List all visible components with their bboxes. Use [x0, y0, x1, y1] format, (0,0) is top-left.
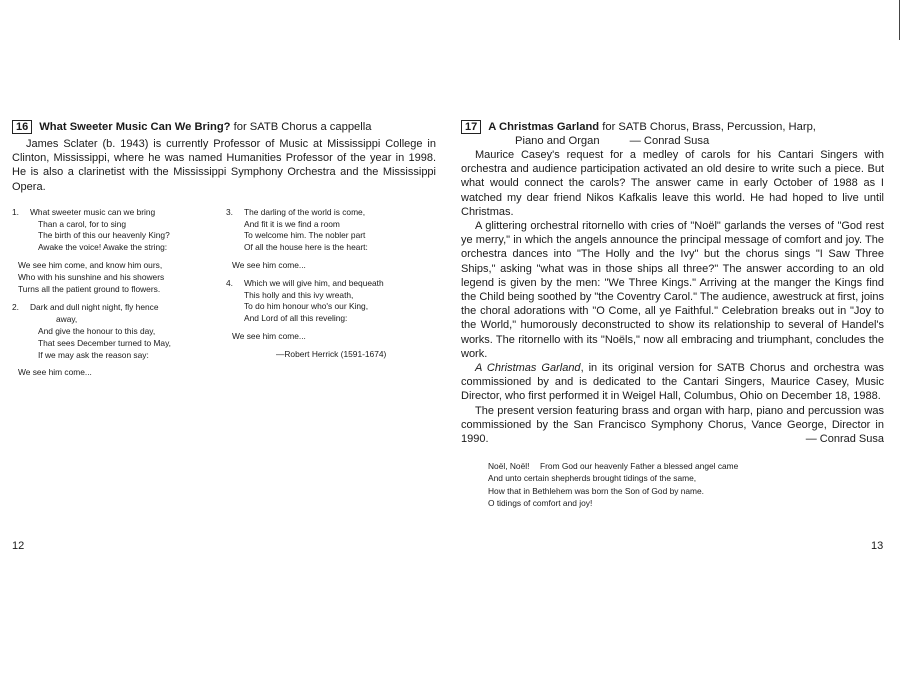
lyric-line: The birth of this our heavenly King?: [38, 230, 170, 241]
poet-credit: —Robert Herrick (1591-1674): [276, 348, 387, 359]
lyric-line: And fit it is we find a room: [244, 218, 340, 229]
refrain: [12, 260, 227, 295]
lyric-line: Turns all the patient ground to flowers.: [18, 283, 161, 294]
lyric-line: What sweeter music can we bring: [30, 206, 156, 217]
program-notes: [461, 148, 884, 446]
notes-paragraph: [461, 404, 884, 447]
verse-line: [488, 460, 884, 472]
piece-subtitle-continued: Piano and Organ: [515, 135, 600, 147]
notes-paragraph: Maurice Casey's request for a medley of carols for his Cantari Singers with orchestra and audience participation activated an old desire to write such a piece. But what would connect the carols? The answer came in early October of 1988 as I watched my dear friend Nikos Kafkalis leave this world. He had hoped to live until Christmas.: [461, 149, 884, 218]
piece-subtitle: for SATB Chorus a cappella: [230, 121, 372, 133]
composer-bio: [12, 137, 436, 194]
verse-line: And unto certain shepherds brought tidings of the same,: [488, 473, 697, 484]
lyric-line: Dark and dull night night, fly hence: [30, 302, 159, 313]
stanza-4: [226, 278, 436, 325]
page-number-right: 13: [871, 540, 884, 552]
notes-text: , in its original version for SATB Chorus and orchestra was commissioned by and is dedicated to the Cantari Singers, Maurice Casey, Music Director, who first performed it in Weigel Hall, Columbus, Ohio on December 18, 1988.: [461, 362, 884, 403]
stanza-number: 3.: [226, 206, 233, 217]
lyric-line: Who with his sunshine and his showers: [18, 271, 165, 282]
item-number-box: 17: [461, 120, 481, 134]
refrain-short: We see him come...: [232, 330, 306, 341]
left-heading: [12, 120, 436, 134]
verse-text: From God our heavenly Father a blessed angel came: [540, 461, 739, 472]
page-number-left: 12: [12, 540, 25, 552]
lyric-line: Than a carol, for to sing: [38, 218, 126, 229]
bio-paragraph: James Sclater (b. 1943) is currently Professor of Music at Mississippi College in Clinton, Mississippi, where he was named Humanities Professor of the year in 1998. He is also a clarinetist with the Mississippi Symphony Orchestra and the Mississippi Opera.: [12, 138, 436, 193]
verse-line: How that in Bethlehem was born the Son of God by name.: [488, 485, 705, 496]
lyric-line: To welcome him. The nobler part: [244, 230, 366, 241]
carol-verse: [461, 460, 884, 509]
stanza-number: 4.: [226, 277, 233, 288]
refrain-short: We see him come...: [232, 260, 306, 270]
stanza-number: 1.: [12, 206, 19, 217]
notes-signature: — Conrad Susa: [805, 433, 884, 446]
lyric-line: Which we will give him, and bequeath: [244, 277, 384, 288]
verse-exclamation: Noël, Noël!: [488, 461, 530, 472]
left-page: [12, 120, 436, 397]
composer-name: — Conrad Susa: [629, 135, 710, 147]
verse-line: O tidings of comfort and joy!: [488, 497, 593, 508]
notes-paragraph: A glittering orchestral ritornello with cries of "Noël" garlands the verses of "God rest ye merry," in which the angels announce the principal message of comfort and joy. The orchestra dances into "The Holly and the Ivy" but the chorus sings "I Saw Three Ships," asking "what was in those ships all three?" The answer according to an old legend is given by the men: "We Three Kings." Arriving at the manger the Kings find the Child being soothed by "the Coventry Carol." The audience, awestruck at first, joins the choral adorations with "O Come, all ye Faithful." Celebration breaks out in "Joy to the World," humorously deconstructed to show its relationship to several of Handel's works. The ritornello with its "Noëls," now all embracing and triumphant, concludes the work.: [461, 220, 884, 360]
item-number-box: 16: [12, 120, 32, 134]
lyric-line: This holly and this ivy wreath,: [244, 289, 354, 300]
lyric-line: away,: [56, 314, 78, 325]
piece-title: A Christmas Garland: [488, 121, 600, 133]
refrain-short: We see him come...: [18, 367, 92, 378]
lyric-line: Of all the house here is the heart:: [244, 242, 368, 253]
lyrics: [12, 207, 436, 397]
lyrics-column-2: [226, 207, 436, 361]
stanza-2: [12, 302, 227, 361]
right-heading: [461, 120, 884, 134]
stanza-1: [12, 207, 227, 254]
right-page: [461, 120, 884, 509]
piece-subtitle: for SATB Chorus, Brass, Percussion, Harp,: [599, 121, 816, 133]
lyric-line: If we may ask the reason say:: [38, 349, 149, 360]
lyric-line: And give the honour to this day,: [38, 325, 156, 336]
notes-text: The present version featuring brass and organ with harp, piano and percussion was commissioned by the San Francisco Symphony Chorus, Vance George, Director in 1990.: [461, 404, 884, 446]
lyric-line: Awake the voice! Awake the string:: [38, 242, 168, 253]
piece-title: What Sweeter Music Can We Bring?: [39, 121, 231, 133]
lyric-line: To do him honour who's our King,: [244, 301, 369, 312]
lyric-line: The darling of the world is come,: [244, 206, 366, 217]
lyrics-column-1: [12, 207, 227, 385]
lyric-line: That sees December turned to May,: [38, 337, 171, 348]
lyric-line: We see him come, and know him ours,: [18, 260, 163, 270]
lyric-line: And Lord of all this reveling:: [244, 313, 348, 324]
stanza-number: 2.: [12, 302, 19, 313]
right-heading-line-2: [461, 134, 884, 148]
page-edge-decoration: [895, 0, 900, 40]
stanza-3: [226, 207, 436, 254]
work-title-italic: A Christmas Garland: [475, 362, 581, 375]
notes-paragraph: [461, 361, 884, 404]
